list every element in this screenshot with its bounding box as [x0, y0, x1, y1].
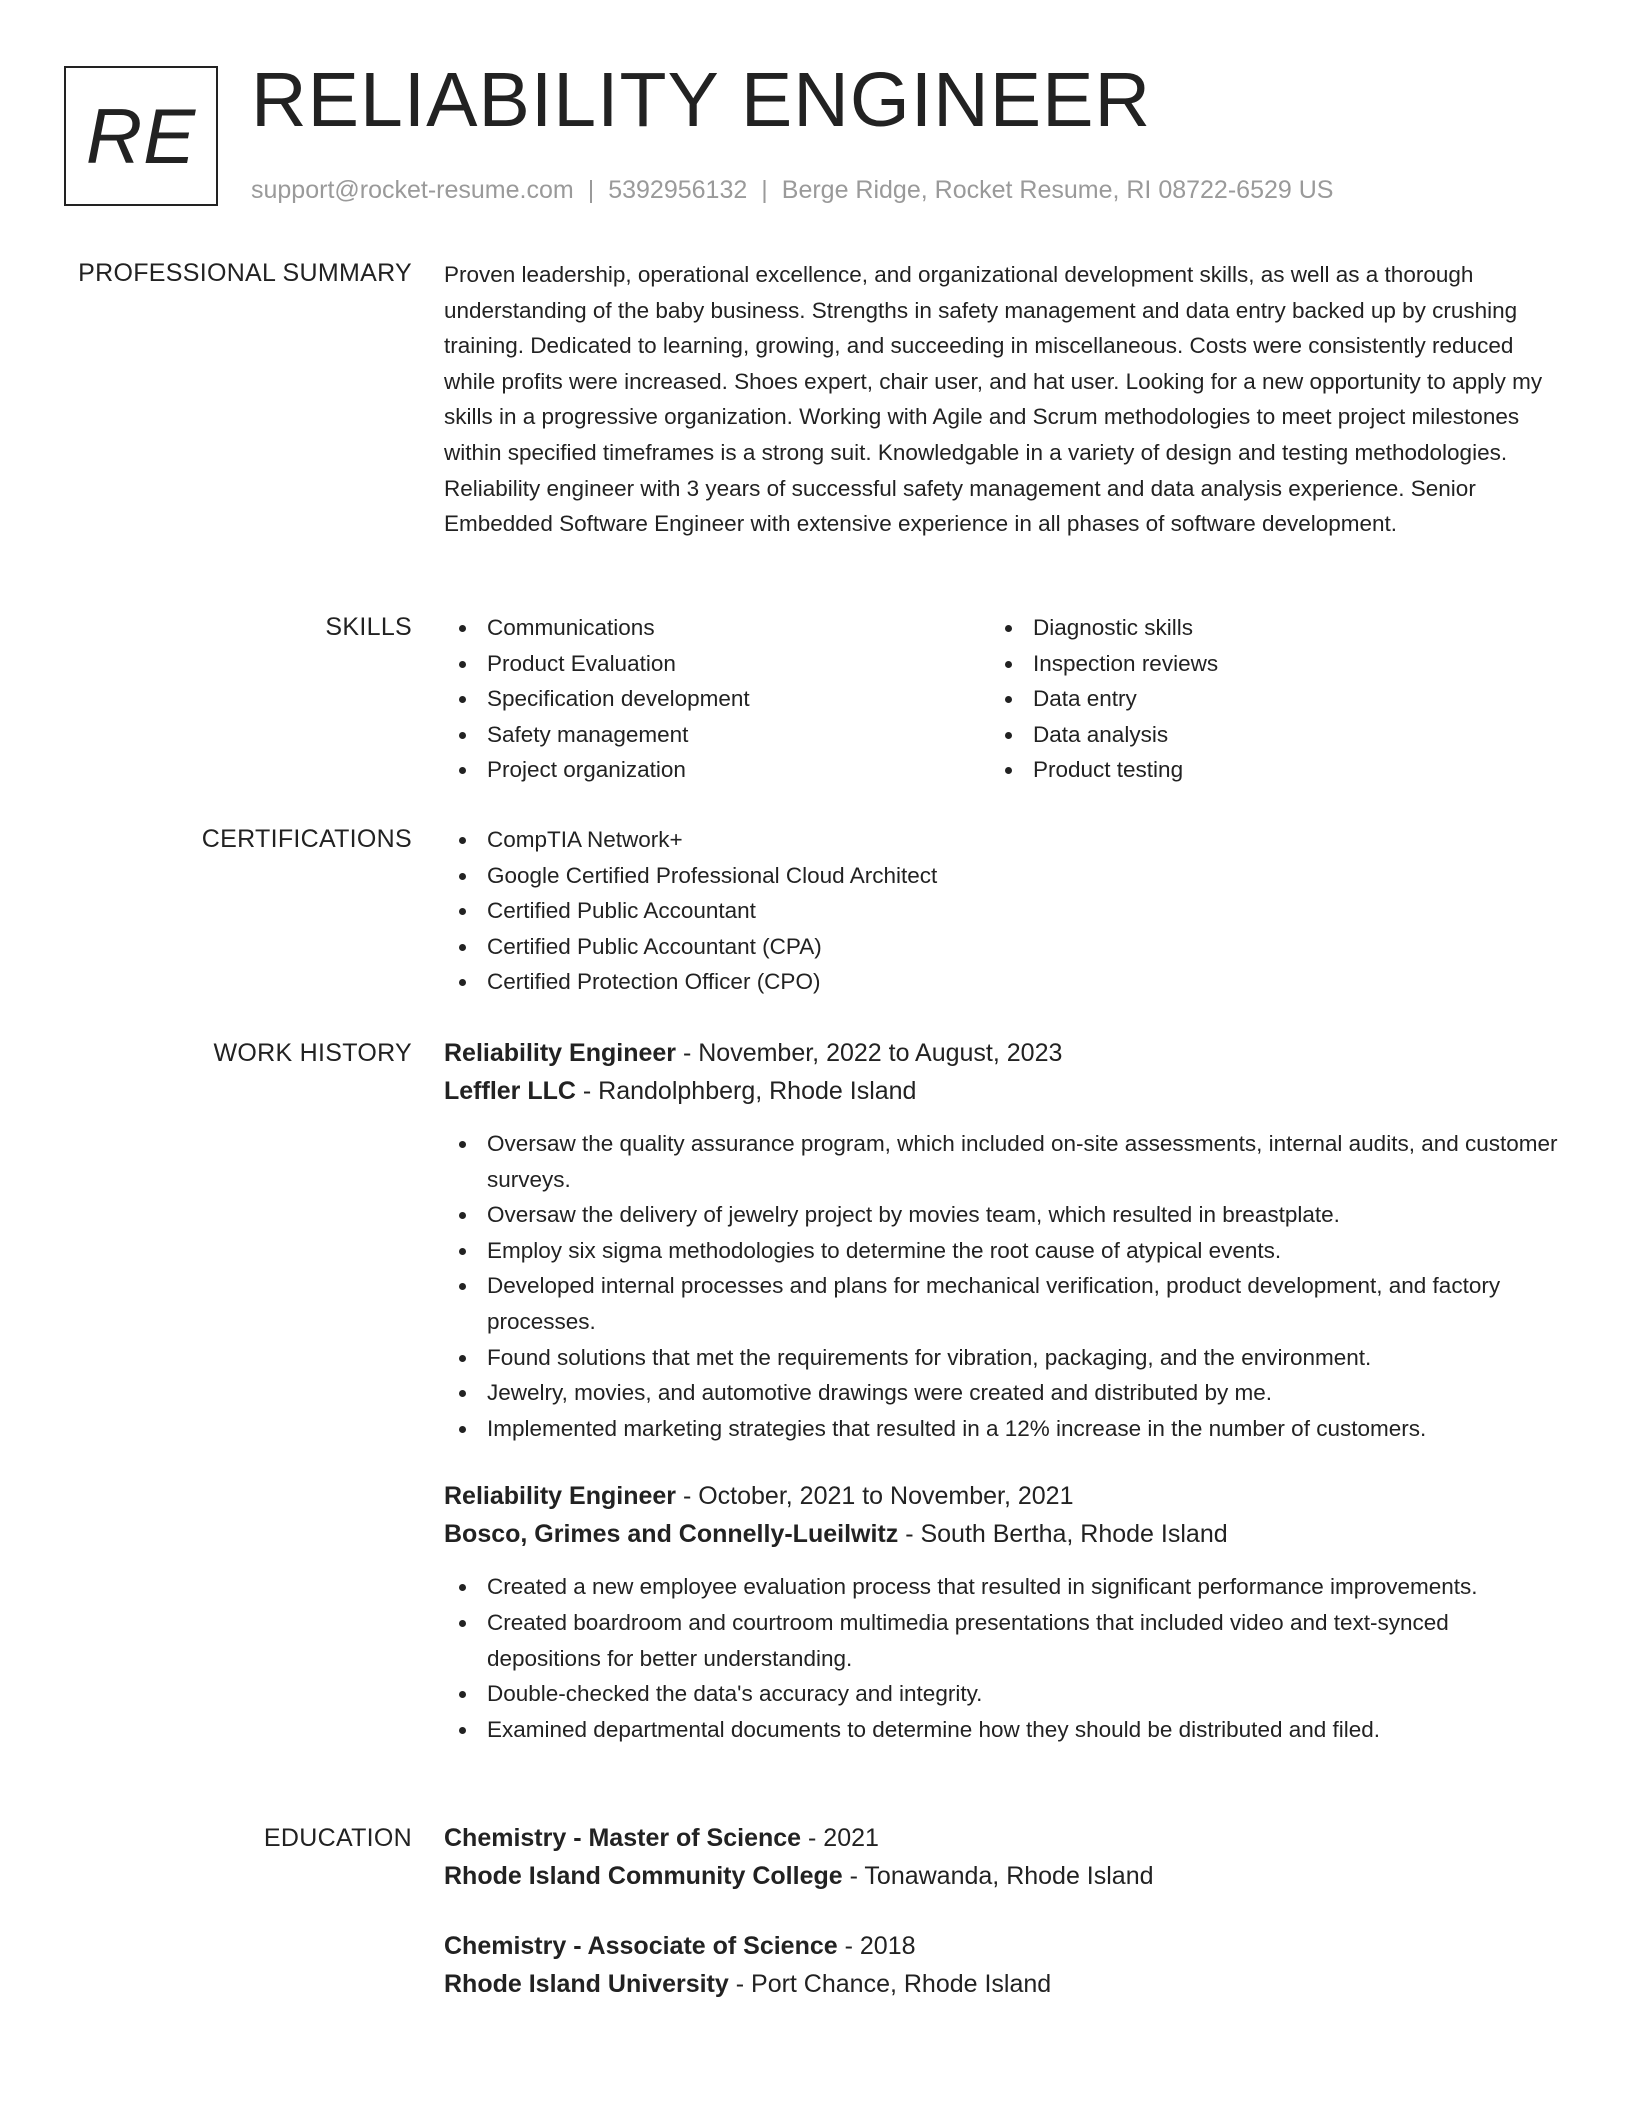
- education-location: - Tonawanda, Rhode Island: [842, 1862, 1154, 1890]
- job-duty: Jewelry, movies, and automotive drawings were created and distributed by me.: [444, 1375, 1562, 1411]
- education-school-line: [444, 1857, 1562, 1895]
- job-company: Bosco, Grimes and Connelly-Lueilwitz: [444, 1520, 899, 1549]
- job-duty: Implemented marketing strategies that resulted in a 12% increase in the number of customers.: [444, 1411, 1562, 1447]
- job-duty: Developed internal processes and plans for mechanical verification, product development, and factory processes.: [444, 1268, 1562, 1339]
- page-title: RELIABILITY ENGINEER: [251, 57, 1152, 143]
- certification-item: Certified Public Accountant: [444, 893, 1562, 929]
- certification-item: Google Certified Professional Cloud Architect: [444, 858, 1562, 894]
- job-company: Leffler LLC: [444, 1077, 576, 1105]
- skill-item: Product testing: [990, 752, 1536, 788]
- education-entry: [444, 1819, 1562, 1895]
- education-body: [444, 1819, 1562, 2003]
- skills-grid: [444, 610, 1562, 788]
- job-duty: Double-checked the data's accuracy and integrity.: [444, 1676, 1562, 1712]
- job-duty: Created boardroom and courtroom multimedia presentations that included video and text-synced depositions for better understanding.: [444, 1605, 1562, 1676]
- job-location: - South Bertha, Rhode Island: [898, 1520, 1228, 1549]
- job-duty: Created a new employee evaluation process that resulted in significant performance improvements.: [444, 1569, 1562, 1605]
- monogram-box: [64, 66, 218, 206]
- job-dates: - October, 2021 to November, 2021: [676, 1482, 1074, 1511]
- section-title-certifications: CERTIFICATIONS: [201, 825, 412, 853]
- education-year: - 2018: [837, 1932, 916, 1960]
- education-degree-line: [444, 1819, 1562, 1857]
- certification-item: Certified Protection Officer (CPO): [444, 964, 1562, 1000]
- skills-body: [444, 610, 1562, 788]
- contact-separator: |: [587, 176, 595, 204]
- job-duty: Found solutions that met the requirements for vibration, packaging, and the environment.: [444, 1340, 1562, 1376]
- education-year: - 2021: [801, 1824, 879, 1852]
- skill-item: Project organization: [444, 752, 990, 788]
- job-title-line: [444, 1477, 1562, 1515]
- education-degree-line: [444, 1927, 1562, 1965]
- skill-item: Inspection reviews: [990, 646, 1536, 682]
- section-title-skills: SKILLS: [325, 613, 412, 641]
- certification-item: Certified Public Accountant (CPA): [444, 929, 1562, 965]
- education-degree: Chemistry - Master of Science: [444, 1824, 802, 1852]
- skill-item: Diagnostic skills: [990, 610, 1536, 646]
- contact-address: Berge Ridge, Rocket Resume, RI 08722-6529 US: [781, 176, 1334, 204]
- job-entry: [444, 1477, 1562, 1747]
- job-dates: - November, 2022 to August, 2023: [676, 1039, 1063, 1067]
- job-duties-list: [444, 1569, 1562, 1747]
- job-duty: Oversaw the quality assurance program, which included on-site assessments, internal audits, and customer surveys.: [444, 1126, 1562, 1197]
- skill-item: Data entry: [990, 681, 1536, 717]
- education-entry: [444, 1927, 1562, 2003]
- skills-list-right: [990, 610, 1536, 788]
- certification-item: CompTIA Network+: [444, 822, 1562, 858]
- work-history-body: [444, 1034, 1562, 1747]
- education-degree: Chemistry - Associate of Science: [444, 1932, 838, 1960]
- summary-text: Proven leadership, operational excellence, and organizational development skills, as well as a thorough understanding of the baby business. Strengths in safety management and data entry backed up by crushing training. Dedicated to learning, growing, and succeeding in miscellaneous. Costs were consistently reduced while profits were increased. Shoes expert, chair user, and hat user. Looking for a new opportunity to apply my skills in a progressive organization. Working with Agile and Scrum methodologies to meet project milestones within specified timeframes is a strong suit. Knowledgable in a variety of design and testing methodologies. Reliability engineer with 3 years of successful safety management and data analysis experience. Senior Embedded Software Engineer with extensive experience in all phases of software development.: [444, 262, 1543, 537]
- contact-line: [251, 174, 1333, 207]
- skill-item: Specification development: [444, 681, 990, 717]
- education-school: Rhode Island Community College: [444, 1862, 843, 1890]
- skill-item: Communications: [444, 610, 990, 646]
- education-school-line: [444, 1965, 1562, 2003]
- contact-phone[interactable]: 5392956132: [608, 176, 748, 204]
- contact-separator: |: [761, 176, 768, 204]
- contact-email[interactable]: support@rocket-resume.com: [251, 176, 574, 204]
- skill-item: Safety management: [444, 717, 990, 753]
- job-duty: Examined departmental documents to determine how they should be distributed and filed.: [444, 1712, 1562, 1748]
- job-duty: Oversaw the delivery of jewelry project by movies team, which resulted in breastplate.: [444, 1197, 1562, 1233]
- job-duties-list: [444, 1126, 1562, 1446]
- job-entry: [444, 1034, 1562, 1446]
- section-title-summary: PROFESSIONAL SUMMARY: [78, 259, 412, 287]
- summary-body: [444, 257, 1562, 542]
- monogram-initials: RE: [85, 92, 197, 180]
- certifications-list: [444, 822, 1562, 1000]
- job-role: Reliability Engineer: [444, 1039, 677, 1067]
- job-location: - Randolphberg, Rhode Island: [575, 1077, 917, 1105]
- job-company-line: [444, 1515, 1562, 1553]
- education-school: Rhode Island University: [444, 1970, 729, 1998]
- job-role: Reliability Engineer: [444, 1482, 677, 1511]
- skill-item: Product Evaluation: [444, 646, 990, 682]
- certifications-body: [444, 822, 1562, 1000]
- education-location: - Port Chance, Rhode Island: [728, 1970, 1052, 1998]
- job-company-line: [444, 1072, 1562, 1110]
- job-duty: Employ six sigma methodologies to determine the root cause of atypical events.: [444, 1233, 1562, 1269]
- skill-item: Data analysis: [990, 717, 1536, 753]
- skills-list-left: [444, 610, 990, 788]
- section-title-work-history: WORK HISTORY: [213, 1039, 412, 1067]
- job-title-line: [444, 1034, 1562, 1072]
- section-title-education: EDUCATION: [263, 1824, 412, 1852]
